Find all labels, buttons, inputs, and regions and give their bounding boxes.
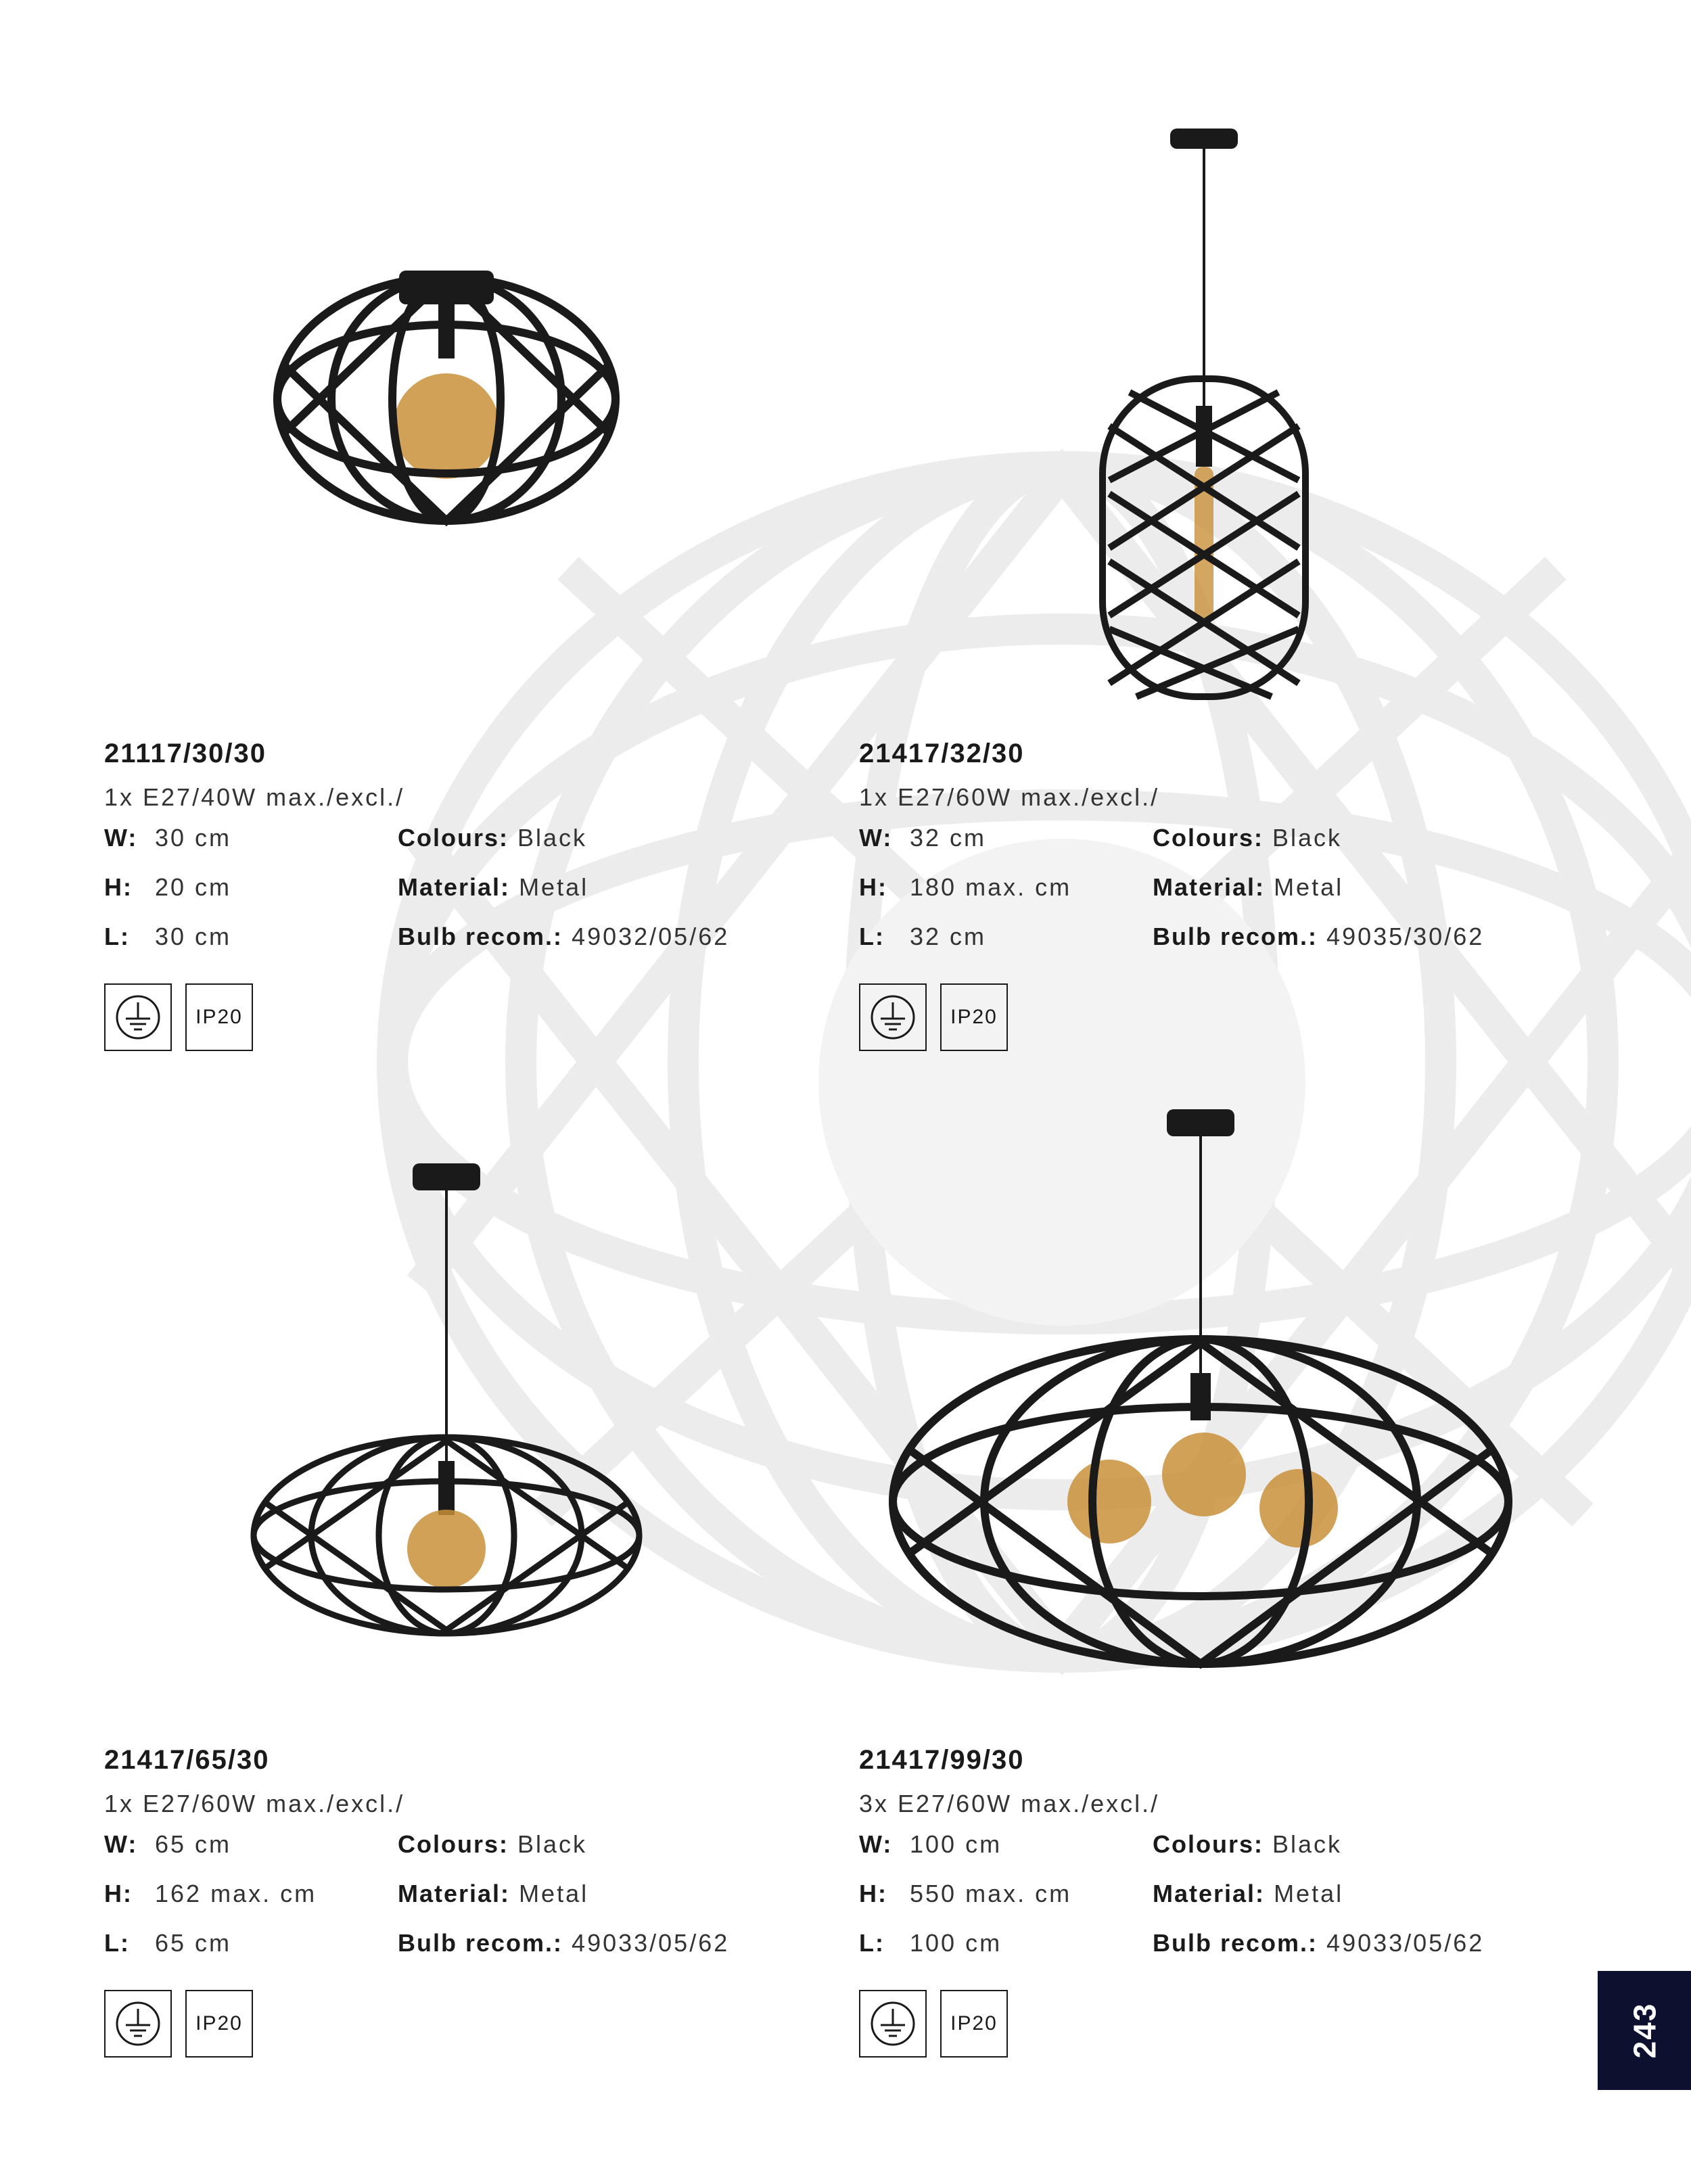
- spec-table: [104, 1828, 781, 1976]
- product-block-21417-32-30: [859, 735, 1535, 1028]
- page-number: 243: [1627, 2002, 1662, 2059]
- ip-rating-badge: IP20: [185, 983, 253, 1051]
- certification-icons: [859, 983, 1008, 1051]
- spec-colours: Colours: Black: [398, 824, 588, 852]
- bulb-spec: 1x E27/40W max./excl./: [104, 783, 405, 811]
- spec-height: H: 162 max. cm: [104, 1880, 317, 1907]
- spec-width: W: 100 cm: [859, 1830, 1002, 1858]
- protective-earth-icon: [859, 983, 927, 1051]
- protective-earth-icon: [104, 983, 172, 1051]
- spec-height: H: 550 max. cm: [859, 1880, 1072, 1907]
- spec-colours: Colours: Black: [1153, 824, 1343, 852]
- bulb-spec: 3x E27/60W max./excl./: [859, 1790, 1160, 1817]
- bulb-spec: 1x E27/60W max./excl./: [859, 783, 1160, 811]
- spec-colours: Colours: Black: [398, 1830, 588, 1858]
- ip-rating-badge: IP20: [185, 1990, 253, 2058]
- product-block-21117-30-30: [104, 735, 781, 1028]
- page-number-tab: [1598, 1971, 1691, 2090]
- spec-material: Material: Metal: [398, 873, 589, 901]
- spec-material: Material: Metal: [1153, 873, 1344, 901]
- spec-material: Material: Metal: [398, 1880, 589, 1907]
- spec-bulb-recom: Bulb recom.: 49033/05/62: [1153, 1929, 1485, 1957]
- spec-bulb-recom: Bulb recom.: 49033/05/62: [398, 1929, 730, 1957]
- product-code: 21417/65/30: [104, 1745, 270, 1775]
- product-image-ceiling-lamp: [264, 257, 629, 541]
- spec-table: [859, 821, 1535, 970]
- product-block-21417-65-30: [104, 1741, 781, 2035]
- bulb-spec: 1x E27/60W max./excl./: [104, 1790, 405, 1817]
- spec-colours: Colours: Black: [1153, 1830, 1343, 1858]
- certification-icons: [104, 1990, 253, 2058]
- spec-length: L: 30 cm: [104, 923, 232, 950]
- product-image-tall-pendant: [1069, 129, 1339, 703]
- spec-bulb-recom: Bulb recom.: 49035/30/62: [1153, 923, 1485, 950]
- ip-rating-badge: IP20: [940, 983, 1008, 1051]
- product-code: 21417/99/30: [859, 1745, 1025, 1775]
- protective-earth-icon: [859, 1990, 927, 2058]
- product-image-medium-pendant: [244, 1150, 649, 1650]
- spec-bulb-recom: Bulb recom.: 49032/05/62: [398, 923, 730, 950]
- spec-length: L: 100 cm: [859, 1929, 1002, 1957]
- product-code: 21417/32/30: [859, 739, 1025, 768]
- spec-height: H: 180 max. cm: [859, 873, 1072, 901]
- product-block-21417-99-30: [859, 1741, 1535, 2035]
- spec-width: W: 65 cm: [104, 1830, 232, 1858]
- spec-material: Material: Metal: [1153, 1880, 1344, 1907]
- spec-table: [859, 1828, 1535, 1976]
- ip-rating-badge: IP20: [940, 1990, 1008, 2058]
- spec-width: W: 32 cm: [859, 824, 987, 852]
- spec-height: H: 20 cm: [104, 873, 232, 901]
- certification-icons: [859, 1990, 1008, 2058]
- spec-table: [104, 821, 781, 970]
- spec-length: L: 65 cm: [104, 1929, 232, 1957]
- spec-length: L: 32 cm: [859, 923, 987, 950]
- certification-icons: [104, 983, 253, 1051]
- protective-earth-icon: [104, 1990, 172, 2058]
- product-code: 21117/30/30: [104, 739, 267, 768]
- product-image-large-pendant: [879, 1109, 1522, 1704]
- spec-width: W: 30 cm: [104, 824, 232, 852]
